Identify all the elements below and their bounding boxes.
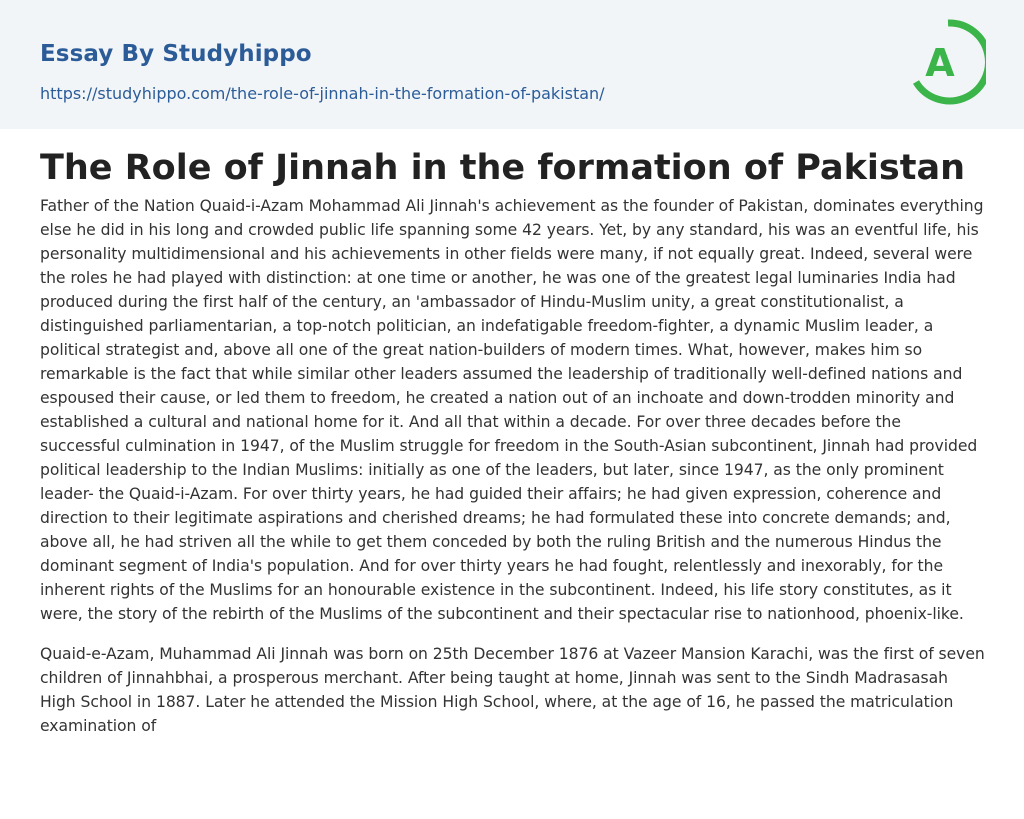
logo-letter: A: [925, 41, 955, 85]
page-title: The Role of Jinnah in the formation of Pakistan: [40, 148, 965, 188]
article-url-link[interactable]: https://studyhippo.com/the-role-of-jinnah-in-the-formation-of-pakistan/: [40, 84, 605, 103]
article-paragraph: Quaid-e-Azam, Muhammad Ali Jinnah was born on 25th December 1876 at Vazeer Mansion Karachi, was the first of seven children of Jinnahbhai, a prosperous merchant. After being taught at home, Jinnah was sent to the Sindh Madrasasah High School in 1887. Later he attended the Mission High School, where, at the age of 16, he passed the matriculation examination of: [40, 645, 985, 735]
site-brand[interactable]: Essay By Studyhippo: [40, 41, 312, 67]
site-header: [0, 0, 1024, 129]
studyhippo-logo-icon[interactable]: [912, 19, 986, 105]
article-body: [40, 194, 986, 754]
article-paragraph: Father of the Nation Quaid-i-Azam Mohammad Ali Jinnah's achievement as the founder of Pakistan, dominates everything else he did in his long and crowded public life spanning some 42 years. Yet, by any standard, his was an eventful life, his personality multidimensional and his achievements in other fields were many, if not equally great. Indeed, several were the roles he had played with distinction: at one time or another, he was one of the greatest legal luminaries India had produced during the first half of the century, an 'ambassador of Hindu-Muslim unity, a great constitutionalist, a distinguished parliamentarian, a top-notch politician, an indefatigable freedom-fighter, a dynamic Muslim leader, a political strategist and, above all one of the great nation-builders of modern times. What, however, makes him so remarkable is the fact that while similar other leaders assumed the leadership of traditionally well-defined nations and espoused their cause, or led them to freedom, he created a nation out of an inchoate and down-trodden minority and established a cultural and national home for it. And all that within a decade. For over three decades before the successful culmination in 1947, of the Muslim struggle for freedom in the South-Asian subcontinent, Jinnah had provided political leadership to the Indian Muslims: initially as one of the leaders, but later, since 1947, as the only prominent leader- the Quaid-i-Azam. For over thirty years, he had guided their affairs; he had given expression, coherence and direction to their legitimate aspirations and cherished dreams; he had formulated these into concrete demands; and, above all, he had striven all the while to get them conceded by both the ruling British and the numerous Hindus the dominant segment of India's population. And for over thirty years he had fought, relentlessly and inexorably, for the inherent rights of the Muslims for an honourable existence in the subcontinent. Indeed, his life story constitutes, as it were, the story of the rebirth of the Muslims of the subcontinent and their spectacular rise to nationhood, phoenix-like.: [40, 197, 984, 623]
